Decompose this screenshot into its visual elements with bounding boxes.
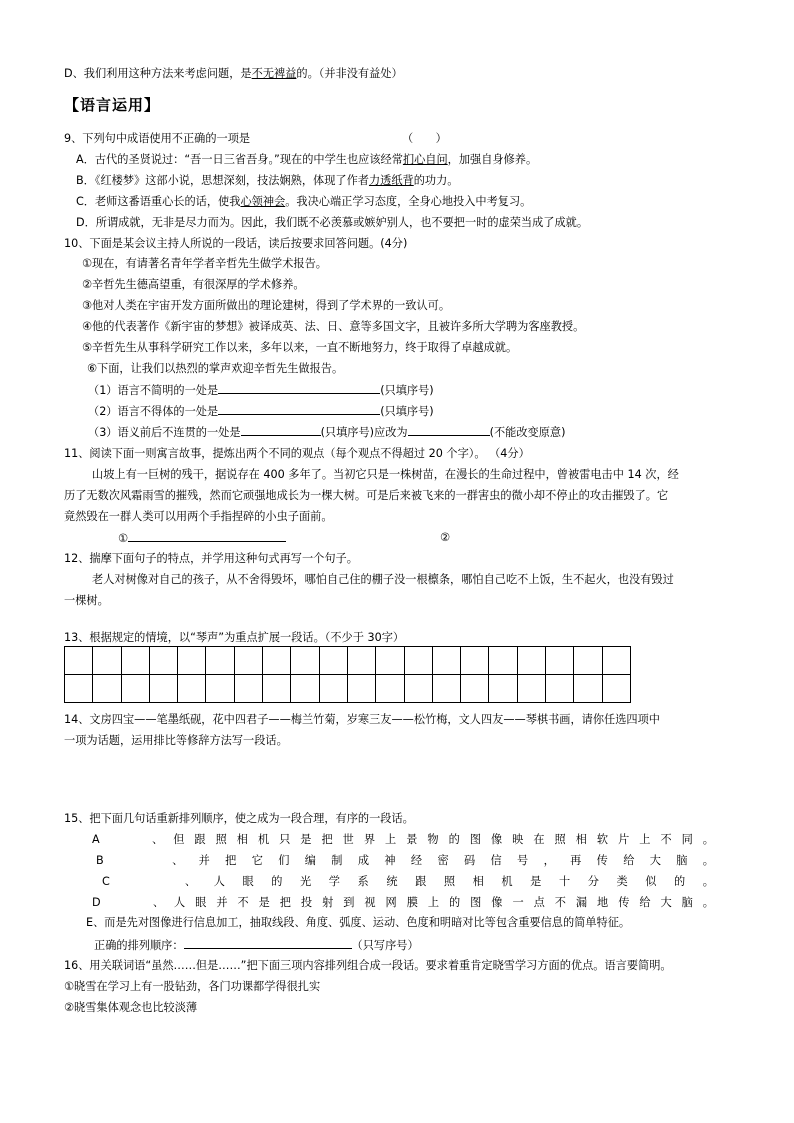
grid-row bbox=[65, 675, 631, 703]
q15-answer-note: （只写序号） bbox=[351, 939, 419, 952]
q15-answer-label: 正确的排列顺序： bbox=[94, 939, 184, 952]
q14-line-1: 14、文房四宝——笔墨纸砚，花中四君子——梅兰竹菊，岁寒三友——松竹梅，文人四友——琴棋书画，请你任选四项中 bbox=[64, 713, 660, 726]
q10-sub-2 bbox=[88, 403, 434, 419]
q11-para-3: 竟然毁在一群人类可以用两个手指捏碎的小虫子面前。 bbox=[64, 510, 333, 523]
q15-answer bbox=[94, 937, 419, 953]
q9-c-text: C．老师这番语重心长的话，使我 bbox=[76, 195, 241, 208]
q10-sub1-note: (只填序号) bbox=[380, 384, 434, 397]
q15-sentence-e: E、而是先对图像进行信息加工，抽取线段、角度、弧度、运动、色度和明暗对比等包含重要信息的简单特征。 bbox=[86, 916, 631, 929]
q9-b-tail: 的功力。 bbox=[413, 174, 459, 187]
q10-sub3-blank-1[interactable] bbox=[241, 424, 321, 436]
q10-sub2-note: (只填序号) bbox=[380, 405, 434, 418]
d-option-underlined: 不无裨益 bbox=[251, 67, 297, 80]
q10-sub3-note: (不能改变原意) bbox=[489, 426, 566, 439]
q10-sub2-answer-blank[interactable] bbox=[218, 403, 380, 415]
q16-item-1: ①晓雪在学习上有一股钻劲，各门功课都学得很扎实 bbox=[64, 980, 321, 993]
q16-item-2: ②晓雪集体观念也比较淡薄 bbox=[64, 1001, 198, 1014]
q11-stem: 11、阅读下面一则寓言故事，提炼出两个不同的观点（每个观点不得超过 20 个字）。 （4分） bbox=[64, 447, 530, 460]
q11-answer-1 bbox=[118, 530, 286, 546]
q11-answer-2 bbox=[440, 530, 450, 545]
d-option-note: 的。（并非没有益处） bbox=[296, 67, 403, 80]
q10-item-2: ②辛哲先生德高望重，有很深厚的学术修养。 bbox=[82, 278, 305, 291]
q9-c-idiom: 心领神会 bbox=[240, 195, 286, 208]
q15-answer-blank[interactable] bbox=[184, 937, 352, 949]
q10-sub3-blank-2[interactable] bbox=[408, 424, 490, 436]
q15-sentence-a: A 、但跟照相机只是把世界上景物的图像映在照相软片上不同。 bbox=[92, 833, 714, 846]
q10-item-6: ⑥下面，让我们以热烈的掌声欢迎辛哲先生做报告。 bbox=[87, 362, 344, 375]
q15-stem: 15、把下面几句话重新排列顺序，使之成为一段合理，有序的一段话。 bbox=[64, 812, 414, 825]
section-title: 【语言运用】 bbox=[64, 96, 161, 114]
q9-stem-text: 9、下列句中成语使用不正确的一项是 bbox=[64, 132, 251, 145]
q9-answer-bracket: （ ） bbox=[402, 132, 447, 145]
q10-sub3-mid: (只填序号)应改为 bbox=[320, 426, 408, 439]
q10-sub3-label: （3）语义前后不连贯的一处是 bbox=[88, 426, 241, 439]
q9-option-d: D．所谓成就，无非是尽力而为。因此，我们既不必羡慕或嫉妒别人，也不要把一时的虚荣当成了成就。 bbox=[76, 216, 589, 229]
q14-line-2: 一项为话题，运用排比等修辞方法写一段话。 bbox=[64, 734, 288, 747]
d-option-text: D、我们利用这种方法来考虑问题，是 bbox=[64, 67, 252, 80]
q11-answer-2-label: ② bbox=[440, 531, 451, 544]
q10-item-5: ⑤辛哲先生从事科学研究工作以来，多年以来，一直不断地努力，终于取得了卓越成就。 bbox=[82, 341, 518, 354]
q10-item-1: ①现在，有请著名青年学者辛哲先生做学术报告。 bbox=[82, 257, 327, 270]
q10-sub1-label: （1）语言不简明的一处是 bbox=[88, 384, 219, 397]
q12-stem: 12、揣摩下面句子的特点，并学用这种句式再写一个句子。 bbox=[64, 552, 358, 565]
q11-para-1: 山坡上有一巨树的残干，据说存在 400 多年了。当初它只是一株树苗，在漫长的生命过程中，曾被雷电击中 14 次，经 bbox=[92, 468, 679, 481]
q12-para-2: 一棵树。 bbox=[64, 594, 109, 607]
q15-sentence-d: D 、人眼并不是把投射到视网膜上的图像一点不漏地传给大脑。 bbox=[92, 896, 714, 909]
q9-b-text: B．《红楼梦》这部小说，思想深刻，技法娴熟，体现了作者 bbox=[76, 174, 369, 187]
q15-sentence-c: C 、人眼的光学系统跟照相机是十分类似的。 bbox=[102, 875, 714, 888]
q10-sub1-answer-blank[interactable] bbox=[218, 382, 380, 394]
q9-a-text: A．古代的圣贤说过：“吾一日三省吾身。”现在的中学生也应该经常 bbox=[76, 153, 403, 166]
q10-sub-3 bbox=[88, 424, 565, 440]
q15-sentence-b: B 、并把它们编制成神经密码信号，再传给大脑。 bbox=[96, 854, 714, 867]
q11-answer-1-blank[interactable] bbox=[128, 530, 286, 542]
grid-row bbox=[65, 647, 631, 675]
q9-a-idiom: 扪心自问 bbox=[402, 153, 448, 166]
q13-stem: 13、根据规定的情境，以“琴声”为重点扩展一段话。（不少于 30字） bbox=[64, 631, 405, 644]
q9-option-b bbox=[76, 173, 458, 188]
q12-para-1: 老人对树像对自己的孩子，从不舍得毁坏，哪怕自己住的棚子没一根檩条，哪怕自己吃不上饭，生不起火，也没有毁过 bbox=[92, 573, 674, 586]
q9-option-c bbox=[76, 194, 531, 209]
q9-b-idiom: 力透纸背 bbox=[368, 174, 414, 187]
q13-writing-grid[interactable] bbox=[64, 646, 631, 703]
q9-a-tail: ，加强自身修养。 bbox=[447, 153, 538, 166]
q16-stem: 16、用关联词语“虽然……但是……”把下面三项内容排列组合成一段话。要求着重肯定晓雪学习方面的优点。语言要简明。 bbox=[64, 959, 672, 972]
d-option-line bbox=[64, 66, 403, 81]
q10-item-4: ④他的代表著作《新宇宙的梦想》被译成英、法、日、意等多国文字，且被许多所大学聘为客座教授。 bbox=[82, 320, 585, 333]
q9-stem bbox=[64, 131, 447, 146]
q10-item-3: ③他对人类在宇宙开发方面所做出的理论建树，得到了学术界的一致认可。 bbox=[82, 299, 451, 312]
q11-para-2: 历了无数次风霜雨雪的摧残，然而它顽强地成长为一棵大树。可是后来被飞来的一群害虫的微小却不停止的攻击摧毁了。它 bbox=[64, 489, 669, 502]
q9-option-a bbox=[76, 152, 537, 167]
q10-sub-1 bbox=[88, 382, 434, 398]
q11-answer-1-label: ① bbox=[118, 532, 129, 545]
q9-c-tail: 。我决心端正学习态度，全身心地投入中考复习。 bbox=[285, 195, 532, 208]
q10-stem: 10、下面是某会议主持人所说的一段话，读后按要求回答问题。(4分) bbox=[64, 237, 408, 250]
q10-sub2-label: （2）语言不得体的一处是 bbox=[88, 405, 219, 418]
